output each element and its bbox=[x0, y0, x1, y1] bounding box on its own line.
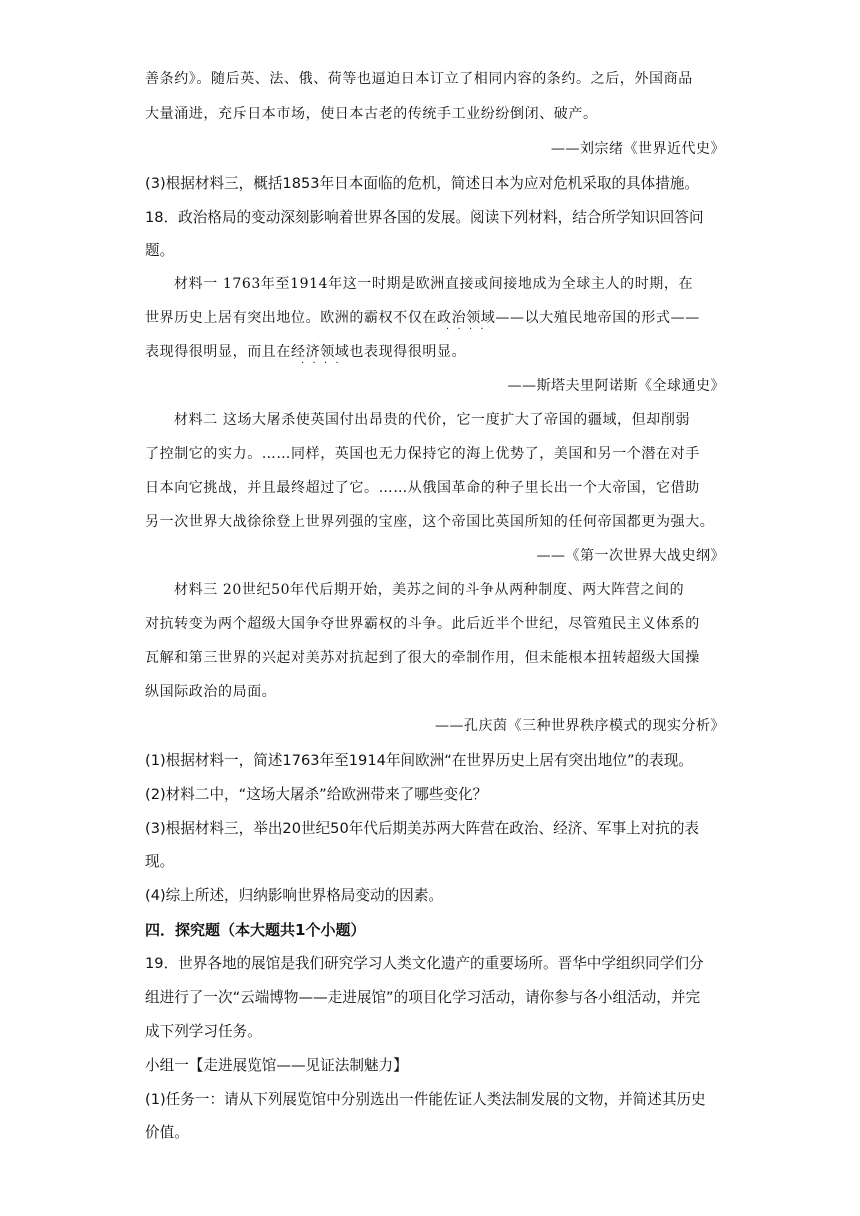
material-text-line: 大量涌进，充斥日本市场，使日本古老的传统手工业纷纷倒闭、破产。 bbox=[145, 106, 598, 122]
question-19-intro: 成下列学习任务。 bbox=[145, 1023, 262, 1040]
material-2-text: 了控制它的实力。……同样，英国也无力保持它的海上优势了，美国和另一个潜在对手 bbox=[145, 446, 700, 462]
material-3-text: 瓦解和第三世界的兴起对美苏对抗起到了很大的牵制作用，但未能根本扭转超级大国操 bbox=[145, 650, 700, 666]
material-source: ——刘宗绪《世界近代史》 bbox=[551, 141, 725, 157]
question-19-intro: 19．世界各地的展馆是我们研究学习人类文化遗产的重要场所。晋华中学组织同学们分 bbox=[145, 955, 704, 972]
material-1-text: 材料一 1763年至1914年这一时期是欧洲直接或间接地成为全球主人的时期，在 bbox=[174, 276, 694, 292]
question-18-3: (3)根据材料三，举出20世纪50年代后期美苏两大阵营在政治、经济、军事上对抗的表 bbox=[145, 820, 700, 837]
material-2-text: 材料二 这场大屠杀使英国付出昂贵的代价，它一度扩大了帝国的疆域，但却削弱 bbox=[174, 412, 691, 428]
material-text-line: 善条约》。随后英、法、俄、荷等也逼迫日本订立了相同内容的条约。之后，外国商品 bbox=[145, 71, 693, 87]
emphasis-dots: ···· bbox=[301, 358, 347, 369]
material-1-text: 世界历史上居有突出地位。欧洲的霸权不仅在政治领域——以大殖民地帝国的形式—— bbox=[145, 310, 700, 326]
material-2-text: 另一次世界大战徐徐登上世界列强的宝座，这个帝国比英国所知的任何帝国都更为强大。 bbox=[145, 514, 715, 530]
question-19-intro: 组进行了一次“云端博物——走进展馆”的项目化学习活动，请你参与各小组活动，并完 bbox=[145, 989, 701, 1006]
question-19-task-1: (1)任务一：请从下列展览馆中分别选出一件能佐证人类法制发展的文物，并简述其历史 bbox=[145, 1091, 706, 1108]
material-1-source: ——斯塔夫里阿诺斯《全球通史》 bbox=[507, 378, 725, 394]
question-18-4: (4)综上所述，归纳影响世界格局变动的因素。 bbox=[145, 887, 443, 904]
question-18-3: 现。 bbox=[145, 853, 175, 870]
material-3-text: 对抗转变为两个超级大国争夺世界霸权的斗争。此后近半个世纪，尽管殖民主义体系的 bbox=[145, 616, 700, 632]
material-3-text: 纵国际政治的局面。 bbox=[145, 684, 277, 700]
question-18-1: (1)根据材料一，简述1763年至1914年间欧洲“在世界历史上居有突出地位”的表现。 bbox=[145, 752, 693, 769]
question-18-intro: 题。 bbox=[145, 242, 175, 259]
question-17-3: (3)根据材料三，概括1853年日本面临的危机，简述日本为应对危机采取的具体措施。 bbox=[145, 175, 700, 192]
material-2-text: 日本向它挑战，并且最终超过了它。……从俄国革命的种子里长出一个大帝国，它借助 bbox=[145, 480, 700, 496]
question-18-intro: 18．政治格局的变动深刻影响着世界各国的发展。阅读下列材料，结合所学知识回答问 bbox=[145, 209, 704, 226]
emphasis-dots: ···· bbox=[446, 324, 492, 335]
group-1-title: 小组一【走进展览馆——见证法制魅力】 bbox=[145, 1057, 408, 1074]
section-heading: 四．探究题（本大题共1个小题） bbox=[145, 921, 366, 939]
material-2-source: ——《第一次世界大战史纲》 bbox=[536, 548, 725, 564]
material-3-source: ——孔庆茵《三种世界秩序模式的现实分析》 bbox=[435, 718, 725, 734]
question-18-2: (2)材料二中，“这场大屠杀”给欧洲带来了哪些变化？ bbox=[145, 786, 488, 803]
material-1-text: 表现得很明显，而且在经济领域也表现得很明显。 bbox=[145, 344, 467, 360]
material-3-text: 材料三 20世纪50年代后期开始，美苏之间的斗争从两种制度、两大阵营之间的 bbox=[174, 582, 685, 598]
question-19-task-1: 价值。 bbox=[145, 1124, 189, 1141]
